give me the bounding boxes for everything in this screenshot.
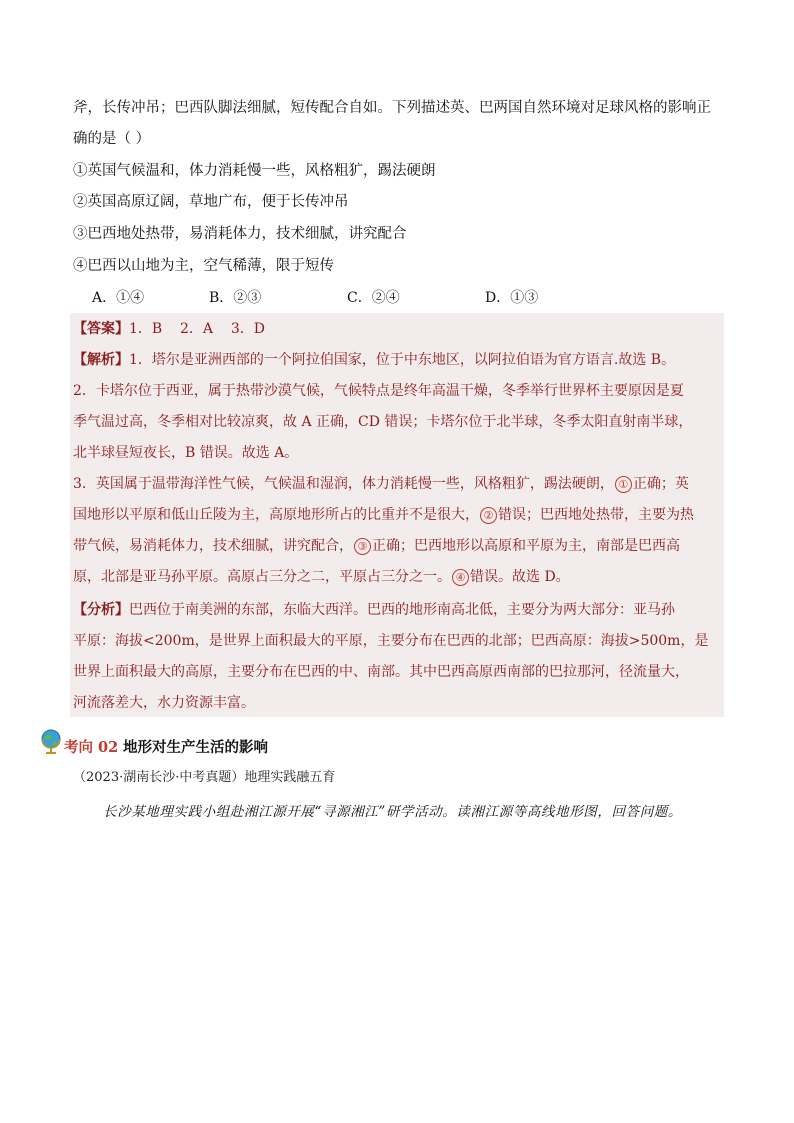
question-item: ④巴西以山地为主，空气稀薄，限于短传 [73,258,334,274]
question-item: ③巴西地处热带，易消耗体力，技术细腻，讲究配合 [73,226,407,242]
analysis-text: 1．塔尔是亚洲西部的一个阿拉伯国家，位于中东地区，以阿拉伯语为官方语言.故选 B。 [129,352,676,368]
section-heading [40,728,440,758]
analysis-text: 正确；巴西地形以高原和平原为主，南部是巴西高 [372,538,680,554]
choice-a[interactable]: A．①④ [92,290,145,306]
circled-number-4: ④ [452,569,469,586]
choice-b[interactable]: B．②③ [209,290,262,306]
globe-icon [40,728,64,756]
fenxi-text: 巴西位于南美洲的东部，东临大西洋。巴西的地形南高北低，主要分为两大部分：亚马孙 [129,602,675,618]
question-stem-line: 斧，长传冲吊；巴西队脚法细腻，短传配合自如。下列描述英、巴两国自然环境对足球风格的影响正 [73,100,711,116]
answer-line [73,319,265,339]
analysis-text: 正确；英 [632,476,689,492]
analysis-text: 带气候，易消耗体力，技术细腻，讲究配合， [73,538,353,554]
choice-d[interactable]: D．①③ [485,290,539,306]
section-label: 考向 02 [64,739,119,756]
analysis-text: 错误；巴西地处热带，主要为热 [498,507,694,523]
analysis-text: 国地形以平原和低山丘陵为主，高原地形所占的比重并不是很大， [73,507,479,523]
section-title: 地形对生产生活的影响 [123,739,268,756]
analysis-line [73,474,689,494]
analysis-text: 原，北部是亚马孙平原。高原占三分之二，平原占三分之一。 [73,569,451,585]
analysis-line: 季气温过高，冬季相对比较凉爽，故 A 正确，CD 错误；卡塔尔位于北半球，冬季太阳直射南半球， [73,414,693,430]
analysis-line: 北半球昼短夜长，B 错误。故选 A。 [73,445,299,461]
fenxi-line: 世界上面积最大的高原，主要分布在巴西的中、南部。其中巴西高原西南部的巴拉那河，径流量大， [73,664,689,680]
analysis-text: 错误。故选 D。 [470,569,570,585]
choice-c[interactable]: C．②④ [347,290,400,306]
analysis-line [73,505,694,525]
answer-text: 1．B 2．A 3．D [129,321,265,337]
answer-panel [70,313,724,717]
question-intro: 长沙某地理实践小组赴湘江源开展“寻源湘江”研学活动。读湘江源等高线地形图，回答问题。 [103,804,683,820]
circled-number-2: ② [480,507,497,524]
question-item: ①英国气候温和，体力消耗慢一些，风格粗犷，踢法硬朗 [73,163,436,179]
circled-number-1: ① [615,476,632,493]
question-item: ②英国高原辽阔，草地广布，便于长传冲吊 [73,194,349,210]
analysis-line: 2．卡塔尔位于西亚，属于热带沙漠气候，气候特点是终年高温干燥，冬季举行世界杯主要原因是夏 [73,383,684,399]
analysis-line [73,350,675,370]
circled-number-3: ③ [354,538,371,555]
analysis-tag: 【解析】 [73,352,129,368]
fenxi-line: 河流落差大，水力资源丰富。 [73,695,255,711]
analysis-line [73,536,680,556]
fenxi-line [73,600,675,620]
fenxi-line: 平原：海拔<200m，是世界上面积最大的平原，主要分布在巴西的北部；巴西高原：海拔>500m，是 [73,633,709,649]
question-stem-line: 确的是（ ） [73,131,151,147]
question-source: （2023·湖南长沙·中考真题）地理实践融五育 [73,770,336,785]
analysis-line [73,567,570,587]
analysis-text: 3．英国属于温带海洋性气候，气候温和湿润，体力消耗慢一些，风格粗犷，踢法硬朗， [73,476,614,492]
answer-tag: 【答案】 [73,321,129,337]
fenxi-tag: 【分析】 [73,602,129,618]
